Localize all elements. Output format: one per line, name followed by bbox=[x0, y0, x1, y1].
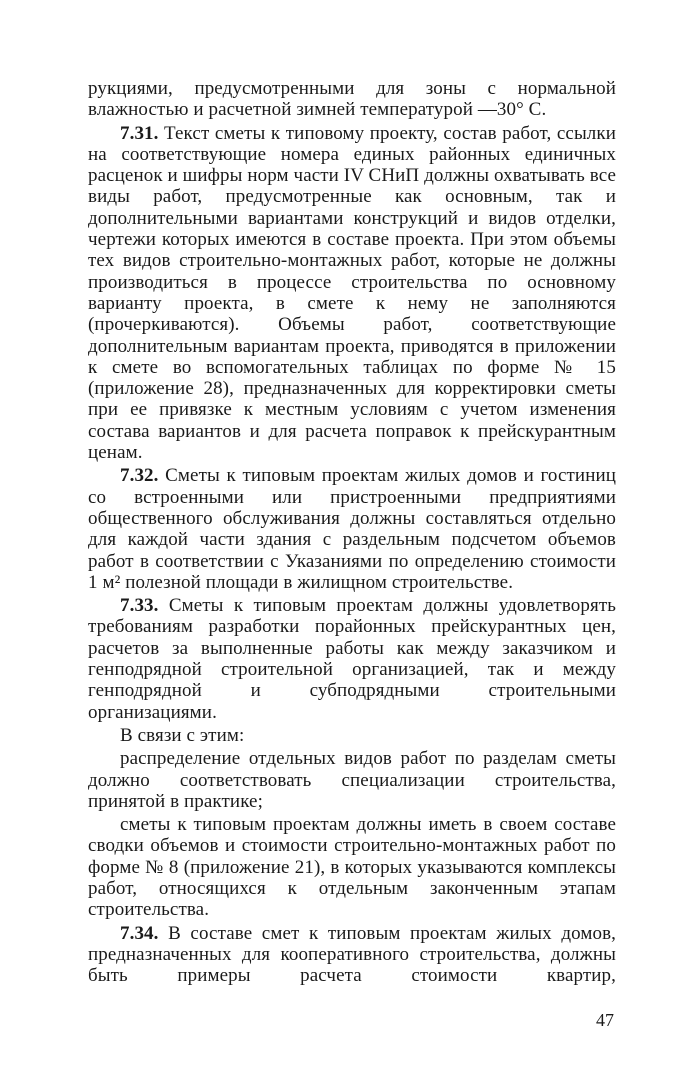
section-text: В составе смет к типовым проектам жилых домов, предназначенных для кооперативного строительства, должны быть примеры расчета стоимости квартир, bbox=[88, 922, 616, 987]
page-number: 47 bbox=[596, 1010, 614, 1030]
continuation-paragraph: рукциями, предусмотренными для зоны с нормальной влажностью и расчетной зимней температурой —30° С. bbox=[88, 78, 616, 121]
section-text: Сметы к типовым проектам жилых домов и гостиниц со встроенными или пристроенными предприятиями общественного обслуживания должны составляться отдельно для каждой части здания с раздельным подсчетом объемов работ в соответствии с Указаниями по определению стоимости 1 м² полезной площади в жилищном строительстве. bbox=[88, 465, 617, 593]
section-7-32 bbox=[88, 465, 616, 593]
section-number: 7.31. bbox=[120, 122, 159, 144]
section-number: 7.32. bbox=[120, 465, 159, 487]
section-number: 7.34. bbox=[120, 922, 159, 944]
page-body bbox=[88, 78, 616, 986]
section-text: Сметы к типовым проектам должны удовлетворять требованиям разработки порайонных прейскурантных цен, расчетов за выполненные работы как между заказчиком и генподрядной строительной организацией, так и между генподрядной и субподрядными строительными организациями. bbox=[88, 595, 616, 723]
section-7-33 bbox=[88, 595, 616, 723]
section-7-31 bbox=[88, 123, 616, 464]
section-7-34 bbox=[88, 923, 616, 987]
section-number: 7.33. bbox=[120, 595, 159, 617]
lead-in: В связи с этим: bbox=[120, 724, 245, 746]
section-text: Текст сметы к типовому проекту, состав работ, ссылки на соответствующие номера единых районных единичных расценок и шифры норм части IV СНиП должны охватывать все виды работ, предусмотренные как основным, так и дополнительными вариантами конструкций и видов отделки, чертежи которых имеются в составе проекта. При этом объемы тех видов строительно-монтажных работ, которые не должны производиться в процессе строительства по основному варианту проекта, в смете к нему не заполняются (прочеркиваются). Объемы работ, соответствующие дополнительным вариантам проекта, приводятся в приложении к смете во вспомогательных таблицах по форме № 15 (приложение 28), предназначенных для корректировки сметы при ее привязке к местным условиям с учетом изменения состава вариантов и для расчета поправок к прейскурантным ценам. bbox=[88, 122, 616, 464]
list-item: распределение отдельных видов работ по разделам сметы должно соответствовать специализации строительства, принятой в практике; bbox=[88, 748, 616, 812]
list-item: сметы к типовым проектам должны иметь в своем составе сводки объемов и стоимости строительно-монтажных работ по форме № 8 (приложение 21), в которых указываются комплексы работ, относящихся к отдельным законченным этапам строительства. bbox=[88, 814, 616, 921]
